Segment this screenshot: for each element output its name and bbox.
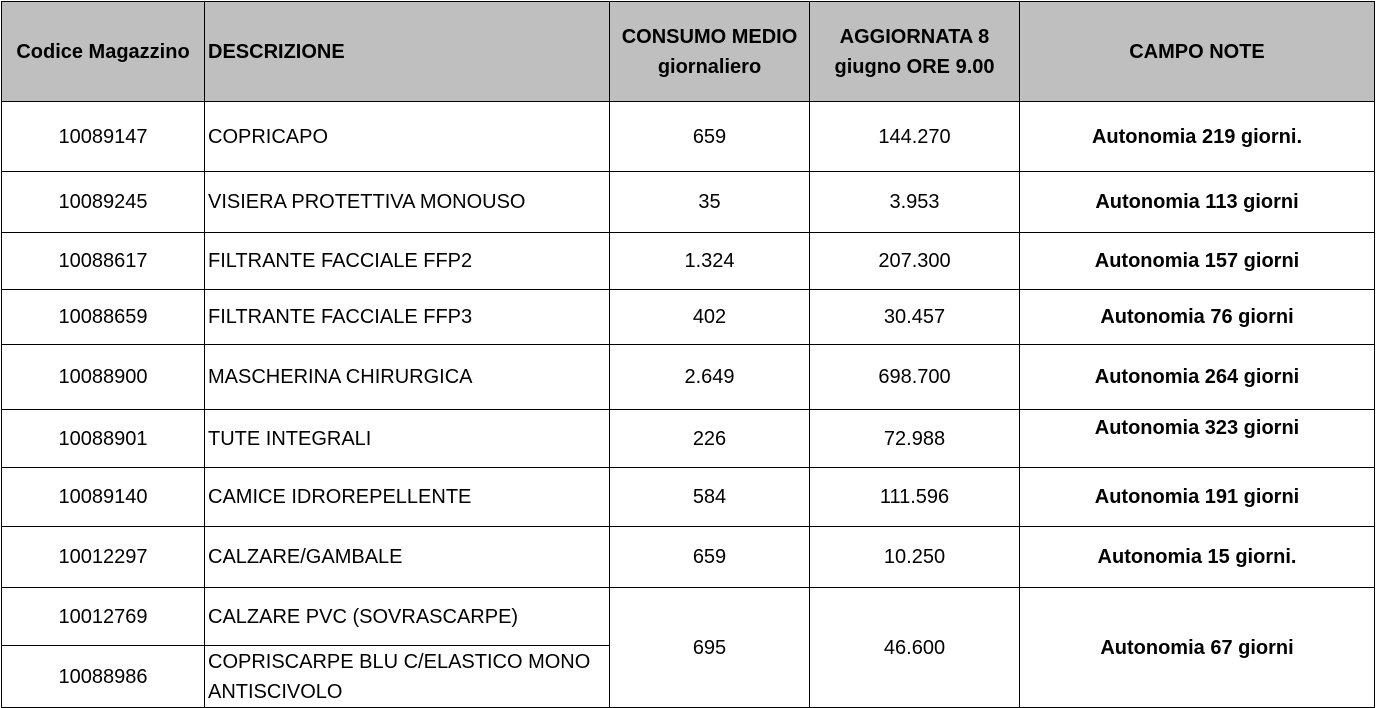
cell-consumo[interactable]: 35	[610, 172, 810, 233]
cell-note[interactable]: Autonomia 323 giorni	[1020, 410, 1375, 468]
cell-description[interactable]: CALZARE PVC (SOVRASCARPE)	[205, 588, 610, 646]
cell-stock[interactable]: 111.596	[810, 468, 1020, 527]
cell-code[interactable]: 10089245	[2, 172, 205, 233]
inventory-table	[1, 1, 1375, 708]
cell-description[interactable]: CALZARE/GAMBALE	[205, 527, 610, 588]
cell-description[interactable]: VISIERA PROTETTIVA MONOUSO	[205, 172, 610, 233]
cell-stock[interactable]: 72.988	[810, 410, 1020, 468]
cell-description[interactable]: TUTE INTEGRALI	[205, 410, 610, 468]
cell-stock[interactable]: 10.250	[810, 527, 1020, 588]
cell-code[interactable]: 10088900	[2, 345, 205, 410]
header-descrizione[interactable]: DESCRIZIONE	[205, 2, 610, 102]
cell-consumo-merged[interactable]: 695	[610, 588, 810, 708]
cell-stock[interactable]: 3.953	[810, 172, 1020, 233]
cell-note-merged[interactable]: Autonomia 67 giorni	[1020, 588, 1375, 708]
cell-note[interactable]: Autonomia 113 giorni	[1020, 172, 1375, 233]
table-row	[2, 102, 1375, 172]
table-row	[2, 172, 1375, 233]
cell-note[interactable]: Autonomia 15 giorni.	[1020, 527, 1375, 588]
header-consumo-medio[interactable]	[610, 2, 810, 102]
cell-code[interactable]: 10088986	[2, 646, 205, 708]
cell-description[interactable]: COPRICAPO	[205, 102, 610, 172]
cell-stock-merged[interactable]: 46.600	[810, 588, 1020, 708]
header-aggiornata-line2: giugno ORE 9.00	[834, 55, 995, 78]
cell-stock[interactable]: 698.700	[810, 345, 1020, 410]
cell-stock[interactable]: 30.457	[810, 290, 1020, 345]
cell-description[interactable]	[205, 646, 610, 708]
cell-code[interactable]: 10088617	[2, 233, 205, 290]
cell-code[interactable]: 10088659	[2, 290, 205, 345]
header-aggiornata-line1: AGGIORNATA 8	[839, 25, 990, 48]
table-row	[2, 290, 1375, 345]
cell-code[interactable]: 10012297	[2, 527, 205, 588]
cell-consumo[interactable]: 659	[610, 527, 810, 588]
cell-consumo[interactable]: 2.649	[610, 345, 810, 410]
cell-consumo[interactable]: 584	[610, 468, 810, 527]
cell-code[interactable]: 10012769	[2, 588, 205, 646]
table-row	[2, 527, 1375, 588]
description-line1: COPRISCARPE BLU C/ELASTICO MONO	[208, 650, 591, 673]
cell-consumo[interactable]: 226	[610, 410, 810, 468]
cell-description[interactable]: FILTRANTE FACCIALE FFP2	[205, 233, 610, 290]
table-row	[2, 588, 1375, 646]
cell-stock[interactable]: 144.270	[810, 102, 1020, 172]
description-line2: ANTISCIVOLO	[208, 680, 343, 703]
cell-note[interactable]: Autonomia 264 giorni	[1020, 345, 1375, 410]
header-consumo-line1: CONSUMO MEDIO	[621, 25, 798, 48]
cell-description[interactable]: CAMICE IDROREPELLENTE	[205, 468, 610, 527]
cell-stock[interactable]: 207.300	[810, 233, 1020, 290]
cell-consumo[interactable]: 659	[610, 102, 810, 172]
cell-consumo[interactable]: 402	[610, 290, 810, 345]
cell-consumo[interactable]: 1.324	[610, 233, 810, 290]
header-aggiornata[interactable]	[810, 2, 1020, 102]
cell-description[interactable]: MASCHERINA CHIRURGICA	[205, 345, 610, 410]
header-campo-note[interactable]: CAMPO NOTE	[1020, 2, 1375, 102]
table-row	[2, 345, 1375, 410]
cell-note[interactable]: Autonomia 191 giorni	[1020, 468, 1375, 527]
cell-code[interactable]: 10089140	[2, 468, 205, 527]
cell-code[interactable]: 10089147	[2, 102, 205, 172]
header-consumo-line2: giornaliero	[657, 55, 762, 78]
cell-code[interactable]: 10088901	[2, 410, 205, 468]
header-codice-magazzino[interactable]: Codice Magazzino	[2, 2, 205, 102]
header-row	[2, 2, 1375, 102]
table-row	[2, 468, 1375, 527]
cell-description[interactable]: FILTRANTE FACCIALE FFP3	[205, 290, 610, 345]
cell-note[interactable]: Autonomia 219 giorni.	[1020, 102, 1375, 172]
table-row	[2, 233, 1375, 290]
table-row	[2, 410, 1375, 468]
cell-note[interactable]: Autonomia 76 giorni	[1020, 290, 1375, 345]
cell-note[interactable]: Autonomia 157 giorni	[1020, 233, 1375, 290]
